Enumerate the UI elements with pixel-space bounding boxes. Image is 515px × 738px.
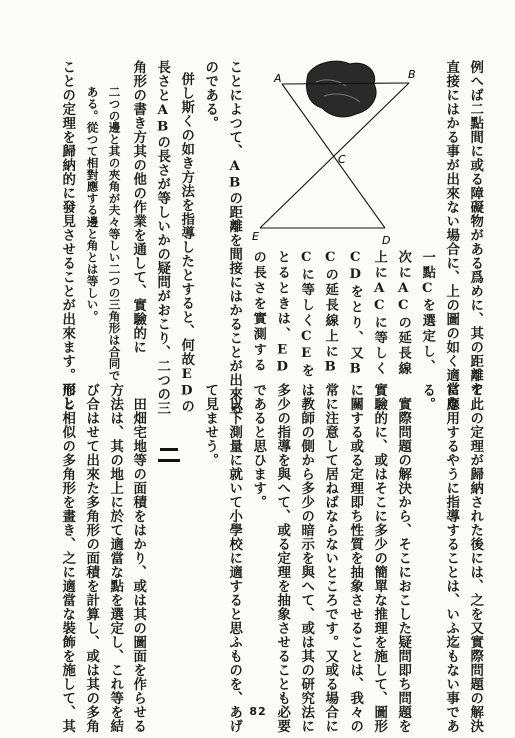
text-column: ことの定理を歸納的に發見させることが出來ます。而し <box>59 60 76 410</box>
geometry-figure <box>246 52 446 252</box>
text-column: て見ませう。 <box>202 383 219 467</box>
theorem-text: 二つの邊と其の夾角が夫々等しい二つの三角形は合同で <box>107 86 122 381</box>
text-column: に關する或る定理即ち性質を抽象させることは、我々の <box>347 383 364 733</box>
text-column: ことによつて、ABの距離を間接にはかることが出來る <box>226 60 243 416</box>
text-column: 田畑宅地等の面積をはかり、或は其の圖面を作らせる <box>130 397 147 733</box>
text-column: 實際問題の解決から、そこにおこした疑問即ち問題を <box>395 397 412 733</box>
text-column: 以下測量に就いて小學校に適すると思ふものを、あげ <box>226 397 243 733</box>
text-column: 一點Cを選定し、 <box>419 250 435 375</box>
text-column: 多少の指導を與へて、或る定理を抽象させることも必要 <box>274 383 291 733</box>
text-column: は教師の側から多少の暗示を與へて、或は其の研究法に <box>298 383 315 733</box>
text-column: 併し斯くの如き方法を指導したとすると、何故EDの <box>178 72 195 414</box>
text-column: に應用するやうに指導することは、いふ迄もない事であ <box>443 383 460 733</box>
text-column: 上にACに等しく <box>371 250 387 377</box>
point-label-a: A <box>274 72 282 85</box>
text-column: のである。 <box>202 60 219 130</box>
text-column: び合はせて出來た多角形の面積を計算し、或は其の多角 <box>83 383 100 733</box>
text-column: 次にACの延長線 <box>395 250 411 377</box>
text-column: であると思ひます。 <box>250 383 267 509</box>
theorem-text: ある。從つて相對應する邊と角とは等しい。 <box>85 86 100 322</box>
text-column: る。 <box>419 383 436 411</box>
point-label-b: B <box>408 68 416 81</box>
text-column: 直接にはかる事が出來ない場合に、上の圖の如く適當な <box>443 60 460 410</box>
text-column: 長さとABの長さが等しいかの疑問がおこり、二つの三 <box>154 60 171 416</box>
text-column: Cの延長線上にB <box>322 250 338 377</box>
text-column: 角形の書き方其の他の作業を通して、實驗的に <box>130 60 147 354</box>
point-label-d: D <box>382 234 391 247</box>
text-column: 方法は、其の地上に於て適當な點を選定し、これ等を結 <box>107 383 124 733</box>
text-column: CDをとり、又B <box>347 250 363 379</box>
text-column: て此の定理が歸納された後には、之を又實際問題の解決 <box>467 383 484 733</box>
text-column: Cに等しくCEを <box>298 250 314 379</box>
text-column: 常に注意して居ねばならないところです。又或る場合に <box>322 383 339 733</box>
text-column: 實驗的に、或はそこに多少の簡單な推理を施して、圖形 <box>371 383 388 733</box>
point-label-c: C <box>338 153 346 166</box>
page-number: 82 <box>249 705 267 718</box>
section-numeral <box>158 446 180 464</box>
text-column: とるときは、ED <box>274 250 290 377</box>
text-column: 例へば二點間に或る障礙物がある爲めに、其の距離を <box>467 60 484 396</box>
obstacle-blob <box>307 61 376 117</box>
point-label-e: E <box>252 230 259 243</box>
text-column: の長さを實測する <box>250 250 266 374</box>
line-ab <box>282 83 409 84</box>
text-column: 形と相似の多角形を畫き、之に適當な裝飾を施して、其 <box>59 383 76 733</box>
